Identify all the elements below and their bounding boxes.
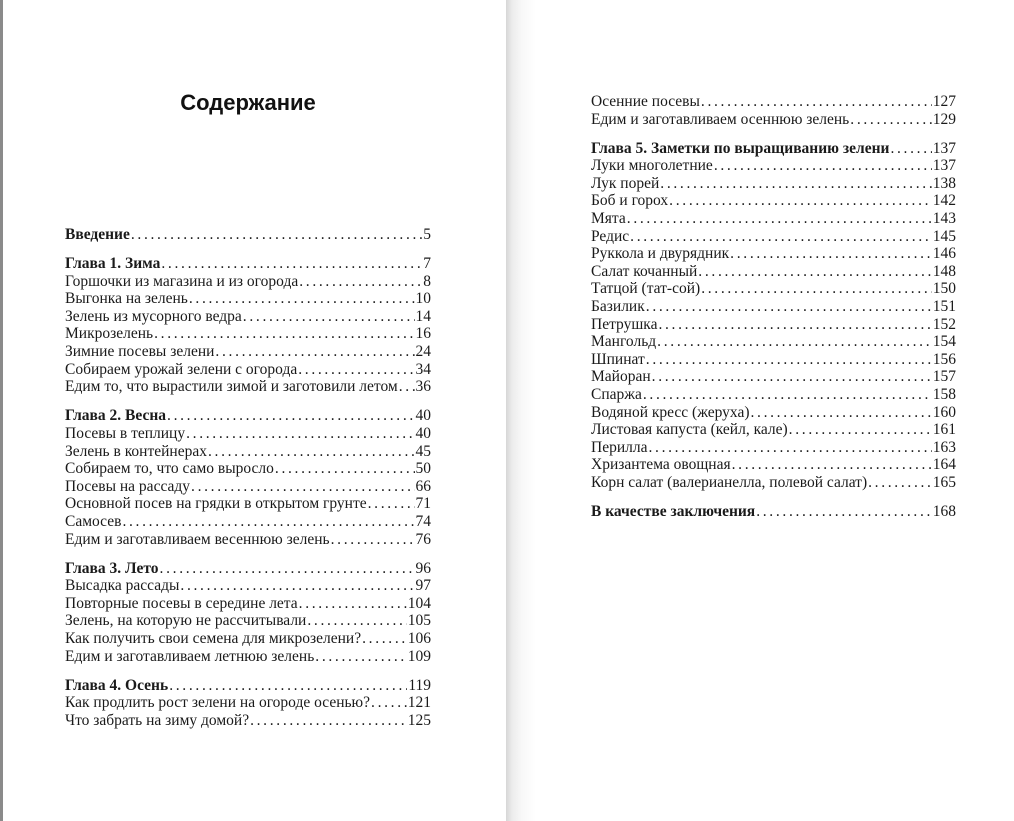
dot-leader (299, 595, 407, 613)
page-number: 163 (932, 438, 956, 456)
dot-leader (789, 421, 932, 439)
dot-leader (646, 351, 932, 369)
toc-chapter-entry (65, 226, 431, 244)
page-number: 66 (415, 477, 431, 495)
dot-leader (307, 612, 406, 630)
entry-title: Глава 2. Весна (65, 407, 167, 425)
dot-leader (208, 443, 415, 461)
entry-title: Зимние посевы зелени (65, 343, 215, 361)
page-number: 104 (407, 594, 431, 612)
entry-title: Водяной кресс (жеруха) (591, 403, 750, 421)
page-number: 96 (415, 559, 431, 577)
page-number: 157 (932, 368, 956, 386)
entry-title: Спаржа (591, 386, 642, 403)
entry-title: Основной посев на грядки в открытом грунте (65, 495, 367, 513)
dot-leader (646, 298, 932, 316)
page-number: 71 (415, 495, 431, 513)
page-number: 161 (932, 421, 956, 439)
toc-entry (65, 648, 431, 666)
dot-leader (730, 245, 932, 263)
entry-title: Боб и горох (591, 192, 669, 210)
entry-title: Майоран (591, 368, 651, 386)
toc-entry (65, 531, 431, 549)
toc-entry (591, 280, 956, 298)
dot-leader (161, 255, 422, 273)
page-number: 154 (932, 333, 956, 351)
page-number: 138 (932, 174, 956, 192)
entry-title: Как продлить рост зелени на огороде осенью? (65, 694, 371, 712)
toc-entry (591, 456, 956, 474)
entry-title: Едим и заготавливаем летнюю зелень (65, 647, 315, 665)
dot-leader (243, 308, 415, 326)
toc-entry (65, 630, 431, 648)
page-number: 36 (415, 378, 431, 396)
page-number: 145 (932, 227, 956, 245)
entry-title: Базилик (591, 298, 645, 316)
dot-leader (652, 368, 932, 386)
page-number: 165 (932, 473, 956, 491)
dot-leader (299, 273, 422, 291)
page-number: 121 (407, 694, 431, 712)
dot-leader (399, 378, 415, 396)
page-number: 105 (407, 612, 431, 630)
page-number: 168 (932, 503, 956, 521)
toc-entry (591, 157, 956, 175)
entry-title: Руккола и двурядник (591, 245, 730, 263)
toc-entry (65, 361, 431, 379)
toc-entry (591, 439, 956, 457)
page-number: 137 (932, 157, 956, 175)
toc-chapter-entry (65, 677, 431, 695)
dot-leader (850, 111, 931, 129)
dot-leader (648, 439, 931, 457)
page-number: 129 (932, 110, 956, 128)
dot-leader (167, 407, 414, 425)
dot-leader (643, 386, 932, 404)
toc-entry (591, 386, 956, 404)
entry-title: Хризантема овощная (591, 456, 731, 474)
toc-entry (591, 368, 956, 386)
dot-leader (191, 478, 414, 496)
entry-title: Собираем урожай зелени с огорода (65, 360, 298, 378)
toc-entry (591, 298, 956, 316)
entry-title: Выгонка на зелень (65, 290, 188, 308)
toc-list-right (591, 93, 956, 521)
page-number: 143 (932, 210, 956, 228)
dot-leader (627, 210, 932, 228)
dot-leader (169, 677, 407, 695)
toc-entry (591, 210, 956, 228)
toc-entry (65, 443, 431, 461)
dot-leader (371, 694, 407, 712)
entry-title: Едим то, что вырастили зимой и заготовили летом (65, 378, 398, 396)
page-number: 137 (932, 139, 956, 157)
page-number: 24 (415, 343, 431, 361)
page-number: 119 (408, 676, 431, 694)
entry-title: В качестве заключения (591, 503, 756, 521)
page-number: 151 (932, 298, 956, 316)
page-number: 106 (407, 629, 431, 647)
entry-title: Татцой (тат-сой) (591, 280, 701, 298)
page-number: 50 (415, 460, 431, 478)
page-number: 109 (407, 647, 431, 665)
dot-leader (701, 93, 932, 111)
dot-leader (658, 316, 931, 334)
entry-title: Петрушка (591, 315, 658, 333)
entry-title: Повторные посевы в середине лета (65, 594, 298, 612)
entry-title: Шпинат (591, 350, 645, 368)
toc-entry (591, 333, 956, 351)
dot-leader (669, 192, 932, 210)
entry-title: Глава 4. Осень (65, 676, 169, 694)
dot-leader (275, 460, 415, 478)
page-number: 125 (407, 711, 431, 729)
entry-title: Едим и заготавливаем весеннюю зелень (65, 530, 330, 548)
toc-entry (65, 378, 431, 396)
toc-chapter-entry (591, 503, 956, 521)
page-number: 74 (415, 512, 431, 530)
dot-leader (154, 325, 414, 343)
toc-entry (65, 595, 431, 613)
toc-entry (591, 421, 956, 439)
page-number: 34 (415, 360, 431, 378)
page-number: 16 (415, 325, 431, 343)
dot-leader (215, 343, 414, 361)
toc-entry (591, 474, 956, 492)
toc-entry (65, 460, 431, 478)
entry-title: Посевы в теплицу (65, 424, 186, 442)
toc-entry (65, 612, 431, 630)
page-title: Содержание (180, 90, 316, 115)
page-number: 158 (932, 386, 956, 403)
dot-leader (657, 333, 932, 351)
toc-entry (65, 694, 431, 712)
toc-entry (591, 228, 956, 246)
toc-chapter-entry (591, 140, 956, 158)
page-number: 76 (415, 530, 431, 548)
dot-leader (189, 290, 415, 308)
dot-leader (732, 456, 932, 474)
entry-title: Перилла (591, 438, 648, 456)
entry-title: Салат кочанный (591, 262, 698, 280)
entry-title: Корн салат (валерианелла, полевой салат) (591, 473, 868, 491)
toc-entry (65, 325, 431, 343)
entry-title: Высадка рассады (65, 577, 180, 595)
entry-title: Редис (591, 227, 630, 245)
dot-leader (890, 140, 931, 158)
entry-title: Самосев (65, 512, 122, 530)
toc-chapter-entry (65, 255, 431, 273)
entry-title: Глава 5. Заметки по выращиванию зелени (591, 139, 890, 157)
page-number: 142 (932, 192, 956, 210)
page-number: 40 (415, 424, 431, 442)
entry-title: Листовая капуста (кейл, кале) (591, 421, 788, 439)
entry-title: Глава 1. Зима (65, 255, 161, 273)
toc-entry (591, 175, 956, 193)
page-number: 10 (415, 290, 431, 308)
dot-leader (750, 404, 931, 422)
page-number: 164 (932, 456, 956, 474)
page-number: 156 (932, 350, 956, 368)
toc-list-left (65, 226, 431, 729)
dot-leader (756, 503, 932, 521)
dot-leader (368, 495, 415, 513)
toc-entry (591, 316, 956, 334)
toc-entry (591, 93, 956, 111)
dot-leader (701, 280, 932, 298)
entry-title: Микрозелень (65, 325, 154, 343)
entry-title: Как получить свои семена для микрозелени? (65, 629, 362, 647)
entry-title: Едим и заготавливаем осеннюю зелень (591, 110, 850, 128)
entry-title: Лук порей (591, 174, 660, 192)
page-number: 45 (415, 442, 431, 460)
page-number: 148 (932, 262, 956, 280)
dot-leader (698, 263, 931, 281)
dot-leader (331, 531, 415, 549)
right-page (506, 0, 1014, 821)
dot-leader (298, 361, 414, 379)
page-number: 152 (932, 315, 956, 333)
entry-title: Горшочки из магазина и из огорода (65, 272, 299, 290)
page-number: 5 (423, 226, 431, 243)
page-number: 40 (415, 407, 431, 425)
entry-title: Посевы на рассаду (65, 477, 191, 495)
toc-entry (65, 712, 431, 730)
dot-leader (362, 630, 407, 648)
dot-leader (250, 712, 407, 730)
toc-entry (591, 263, 956, 281)
dot-leader (868, 474, 932, 492)
toc-entry (591, 192, 956, 210)
page-number: 7 (423, 255, 431, 273)
dot-leader (160, 560, 415, 578)
entry-title: Зелень в контейнерах (65, 442, 207, 460)
toc-entry (65, 577, 431, 595)
toc-entry (65, 478, 431, 496)
entry-title: Мята (591, 210, 626, 228)
dot-leader (186, 425, 414, 443)
dot-leader (630, 228, 932, 246)
toc-entry (65, 273, 431, 291)
entry-title: Мангольд (591, 333, 657, 351)
dot-leader (714, 157, 932, 175)
page-number: 146 (932, 245, 956, 263)
dot-leader (122, 513, 414, 531)
dot-leader (315, 648, 406, 666)
page-number: 97 (415, 577, 431, 595)
toc-entry (65, 290, 431, 308)
toc-entry (591, 404, 956, 422)
toc-entry (65, 425, 431, 443)
entry-title: Зелень, на которую не рассчитывали (65, 612, 307, 630)
toc-entry (591, 351, 956, 369)
toc-entry (65, 343, 431, 361)
toc-entry (591, 245, 956, 263)
entry-title: Глава 3. Лето (65, 559, 159, 577)
toc-entry (65, 308, 431, 326)
toc-entry (65, 495, 431, 513)
toc-chapter-entry (65, 407, 431, 425)
dot-leader (131, 226, 422, 244)
dot-leader (180, 577, 414, 595)
toc-entry (65, 513, 431, 531)
entry-title: Осенние посевы (591, 93, 700, 110)
entry-title: Собираем то, что само выросло (65, 460, 274, 478)
page-number: 8 (423, 272, 431, 290)
entry-title: Луки многолетние (591, 157, 713, 175)
entry-title: Введение (65, 226, 130, 243)
page-number: 160 (932, 403, 956, 421)
toc-entry (591, 111, 956, 129)
entry-title: Что забрать на зиму домой? (65, 711, 250, 729)
page-number: 14 (415, 307, 431, 325)
page-number: 127 (932, 93, 956, 110)
left-page (0, 0, 506, 821)
entry-title: Зелень из мусорного ведра (65, 307, 242, 325)
dot-leader (660, 175, 931, 193)
toc-chapter-entry (65, 560, 431, 578)
page-number: 150 (932, 280, 956, 298)
